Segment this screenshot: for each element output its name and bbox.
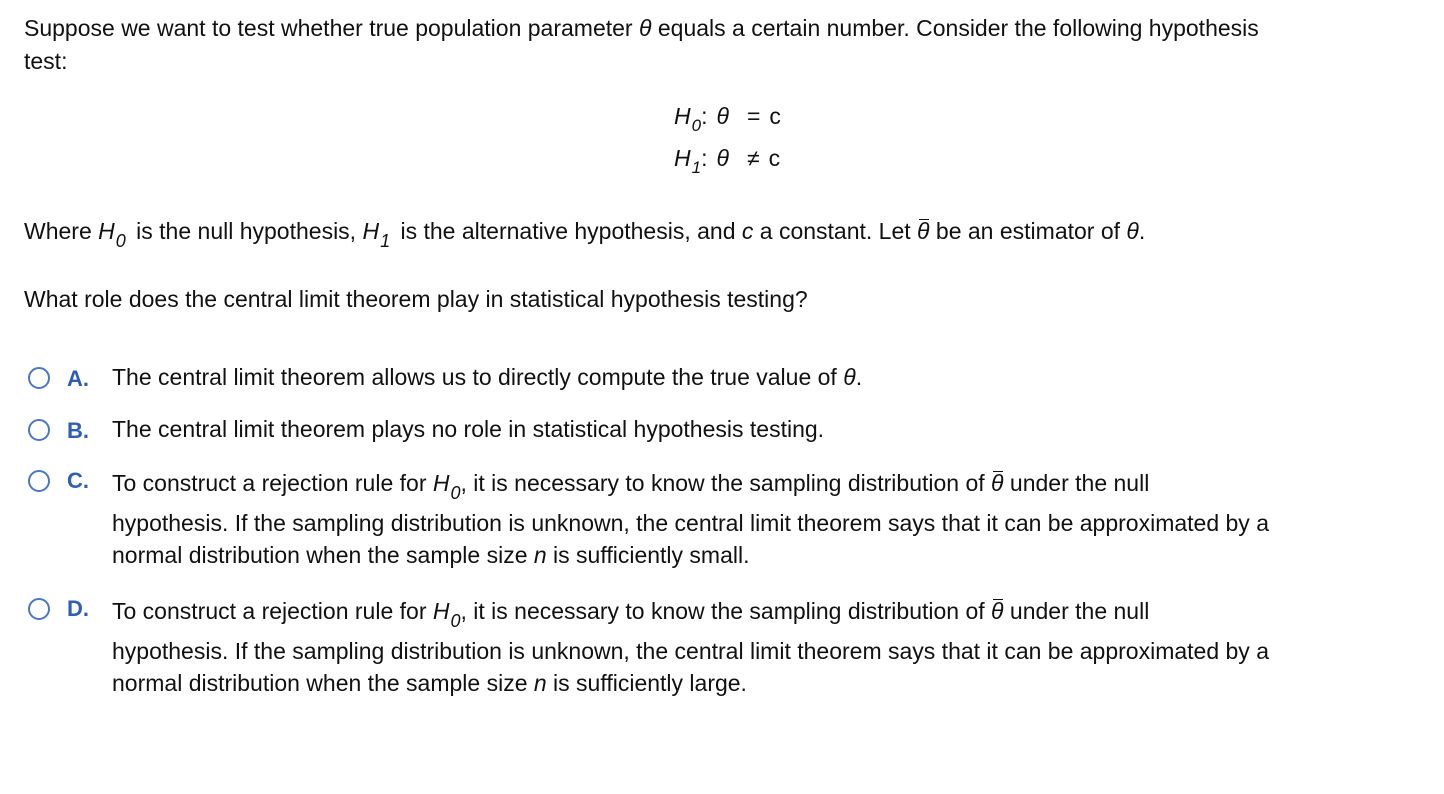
option-c-radio[interactable] — [28, 470, 50, 492]
option-c-line3-part1: normal distribution when the sample size — [112, 542, 534, 568]
intro-part2: equals a certain number. Consider the following hypothesis — [651, 15, 1259, 41]
option-c-letter: C. — [67, 468, 89, 493]
option-d-h0-letter: H — [432, 598, 450, 624]
option-c-line1 — [112, 470, 1432, 503]
option-a-radio[interactable] — [28, 367, 50, 389]
option-d-part1: To construct a rejection rule for — [112, 598, 433, 624]
where-part4: a constant. Let — [753, 218, 918, 244]
h1-operator: ≠ — [746, 145, 760, 171]
option-b-text: The central limit theorem plays no role in statistical hypothesis testing. — [112, 416, 825, 442]
intro-text — [24, 12, 1424, 78]
option-c-n: n — [533, 542, 547, 568]
option-c-theta-bar: θ — [991, 470, 1004, 496]
option-d-theta-bar: θ — [991, 598, 1004, 624]
where-h1-letter: H — [362, 218, 380, 244]
where-theta: θ — [1126, 218, 1139, 244]
option-c-h0-letter: H — [432, 470, 450, 496]
alternative-hypothesis — [674, 145, 781, 177]
where-part1: Where — [24, 218, 99, 244]
option-c-h0-subscript: 0 — [450, 483, 461, 503]
option-d-part3: under the null — [1003, 598, 1150, 624]
h1-colon: : — [701, 145, 708, 171]
where-constant: c — [741, 218, 754, 244]
option-c-part3: under the null — [1003, 470, 1150, 496]
where-h0-letter: H — [98, 218, 115, 244]
h0-colon: : — [701, 103, 708, 129]
option-d-n: n — [533, 670, 547, 696]
option-d-line3 — [112, 667, 1432, 699]
option-c-line2: hypothesis. If the sampling distribution is unknown, the central limit theorem says that it can be approximated by a — [112, 510, 1269, 536]
null-hypothesis — [674, 103, 781, 135]
option-d-line1 — [112, 598, 1432, 631]
h0-constant: c — [769, 103, 781, 129]
option-b-letter: B. — [67, 418, 89, 443]
option-c-text — [112, 470, 1432, 571]
option-a-text — [112, 364, 1432, 391]
intro-part3: test: — [24, 48, 68, 74]
h1-theta: θ — [716, 145, 729, 171]
where-h0-subscript: 0 — [115, 231, 126, 251]
where-part5: be an estimator of — [929, 218, 1127, 244]
h0-operator: = — [746, 103, 761, 129]
option-a-theta: θ — [843, 364, 856, 390]
theta-symbol: θ — [638, 15, 652, 41]
h0-letter: H — [674, 103, 691, 129]
option-d-letter: D. — [67, 596, 89, 621]
question-text: What role does the central limit theorem play in statistical hypothesis testing? — [24, 286, 808, 312]
option-d-line3-part2: is sufficiently large. — [546, 670, 747, 696]
option-a-letter: A. — [67, 366, 89, 391]
h0-theta: θ — [716, 103, 729, 129]
option-a-period: . — [855, 364, 863, 390]
option-d-line3-part1: normal distribution when the sample size — [112, 670, 534, 696]
option-c-part1: To construct a rejection rule for — [112, 470, 433, 496]
where-part2: is the null hypothesis, — [129, 218, 363, 244]
option-d-radio[interactable] — [28, 598, 50, 620]
h1-letter: H — [674, 145, 691, 171]
where-text — [24, 218, 1146, 251]
option-b-radio[interactable] — [28, 419, 50, 441]
option-c-line3-part2: is sufficiently small. — [546, 542, 750, 568]
where-h1-subscript: 1 — [380, 231, 391, 251]
option-c-part2: , it is necessary to know the sampling distribution of — [460, 470, 992, 496]
intro-part1: Suppose we want to test whether true population parameter — [24, 15, 639, 41]
h1-constant: c — [768, 145, 781, 171]
where-period: . — [1138, 218, 1146, 244]
theta-bar-symbol: θ — [917, 218, 930, 244]
h0-subscript: 0 — [691, 116, 702, 135]
option-d-text — [112, 598, 1432, 699]
where-part3: is the alternative hypothesis, and — [394, 218, 742, 244]
option-d-h0-subscript: 0 — [450, 611, 461, 631]
h1-subscript: 1 — [691, 158, 702, 177]
option-d-line2: hypothesis. If the sampling distribution is unknown, the central limit theorem says that it can be approximated by a — [112, 638, 1269, 664]
option-a-part1: The central limit theorem allows us to directly compute the true value of — [112, 364, 844, 390]
option-c-line3 — [112, 539, 1432, 571]
option-d-part2: , it is necessary to know the sampling distribution of — [460, 598, 992, 624]
